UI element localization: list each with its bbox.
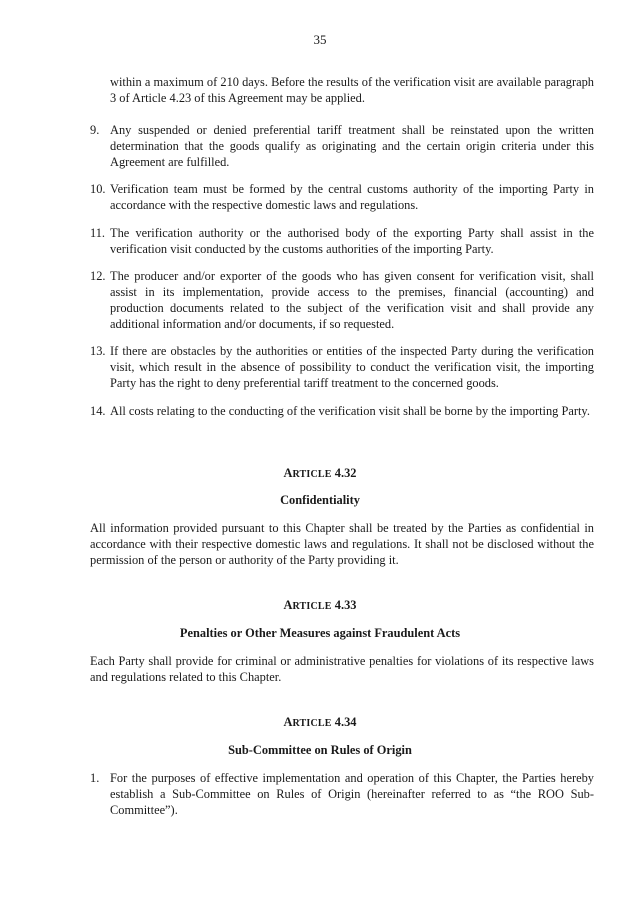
- list-item: [90, 268, 594, 332]
- article-number: 4.33: [334, 598, 357, 612]
- article-title: Sub-Committee on Rules of Origin: [228, 743, 412, 757]
- article-label-initial: A: [283, 598, 293, 612]
- item-number: 1.: [90, 771, 100, 785]
- list-item: [90, 770, 594, 818]
- item-number: 14.: [90, 404, 106, 418]
- item-text: Verification team must be formed by the central customs authority of the importing Party in accordance with the respective domestic laws and regulations.: [110, 182, 594, 212]
- article-number: 4.34: [334, 715, 357, 729]
- item-text: All costs relating to the conducting of the verification visit shall be borne by the importing Party.: [110, 404, 590, 418]
- item-number: 12.: [90, 269, 106, 283]
- article-heading: [0, 465, 640, 483]
- list-item: [90, 122, 594, 170]
- article-label-rest: RTICLE: [292, 469, 332, 480]
- item-number: 9.: [90, 123, 100, 137]
- article-label-initial: A: [283, 466, 293, 480]
- article-number: 4.32: [334, 466, 357, 480]
- page-number: 35: [313, 32, 327, 47]
- article-title: Confidentiality: [280, 493, 360, 507]
- article-body: All information provided pursuant to this Chapter shall be treated by the Parties as confidential in accordance with their respective domestic laws and regulations. It shall not be disclosed without the permission of the person or authority of the Party providing it.: [90, 521, 594, 567]
- item-number: 11.: [90, 226, 106, 240]
- item-number: 10.: [90, 182, 106, 196]
- article-label-initial: A: [283, 715, 293, 729]
- item-text: Any suspended or denied preferential tariff treatment shall be reinstated upon the written determination that the goods qualify as originating and the certain origin criteria under this Agreement are fulfilled.: [110, 123, 594, 169]
- list-item: [90, 403, 594, 419]
- article-heading: [0, 714, 640, 732]
- list-item: [90, 343, 594, 391]
- item-number: 13.: [90, 344, 106, 358]
- list-item: [90, 225, 594, 257]
- item-text: For the purposes of effective implementation and operation of this Chapter, the Parties hereby establish a Sub-Committee on Rules of Origin (hereinafter referred to as “the ROO Sub-Committee”).: [110, 771, 594, 817]
- item-text: The verification authority or the authorised body of the exporting Party shall assist in the verification visit conducted by the customs authorities of the importing Party.: [110, 226, 594, 256]
- item-text: The producer and/or exporter of the goods who has given consent for verification visit, shall assist in its implementation, provide access to the premises, financial (accounting) and production documents related to the subject of the verification visit and shall provide any additional information and/or documents, if so requested.: [110, 269, 594, 331]
- article-heading: [0, 597, 640, 615]
- article-label-rest: RTICLE: [292, 718, 332, 729]
- article-label-rest: RTICLE: [292, 601, 332, 612]
- article-title: Penalties or Other Measures against Fraudulent Acts: [179, 626, 461, 640]
- continuation-paragraph: within a maximum of 210 days. Before the results of the verification visit are available paragraph 3 of Article 4.23 of this Agreement may be applied.: [110, 75, 594, 105]
- article-body: Each Party shall provide for criminal or administrative penalties for violations of its respective laws and regulations related to this Chapter.: [90, 654, 594, 684]
- list-item: [90, 181, 594, 213]
- item-text: If there are obstacles by the authorities or entities of the inspected Party during the verification visit, which result in the absence of possibility to conduct the verification visit, the importing Party has the right to deny preferential tariff treatment to the concerned goods.: [110, 344, 594, 390]
